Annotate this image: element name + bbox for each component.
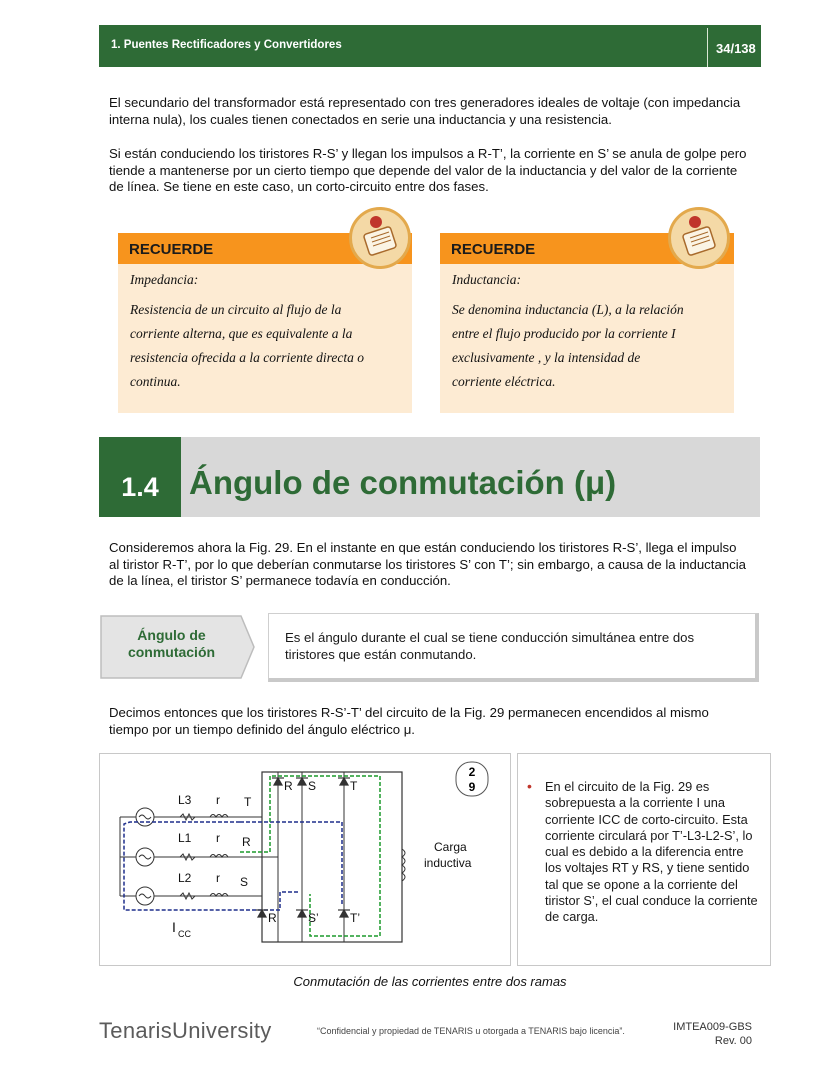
figure-number-top: 2	[468, 765, 476, 779]
definition-term-tab	[99, 614, 253, 678]
label-l3: L3	[178, 793, 192, 807]
recuerde-heading: RECUERDE	[440, 233, 734, 264]
label-thyristor-s-prime: S’	[308, 911, 319, 925]
label-carga: Carga	[434, 840, 467, 854]
footer-document-code	[666, 1020, 752, 1048]
recuerde-line: entre el flujo producido por la corriente I	[452, 326, 676, 341]
label-phase-s: S	[240, 875, 249, 889]
label-l2: L2	[178, 871, 192, 885]
scroll-note-icon	[349, 207, 411, 269]
recuerde-line: Resistencia de un circuito al flujo de la	[130, 302, 342, 317]
paragraph-1: El secundario del transformador está representado con tres generadores ideales de voltaje (con impedancia interna nula), los cuales tienen conectados en serie una inductancia y una resistencia.	[109, 95, 741, 127]
recuerde-term: Impedancia:	[130, 272, 199, 287]
label-thyristor-t-prime: T’	[350, 911, 360, 925]
document-code: IMTEA009-GBS	[673, 1021, 752, 1033]
figure-caption: Conmutación de las corrientes entre dos ramas	[293, 974, 567, 989]
label-phase-r: R	[242, 835, 251, 849]
definition-box	[268, 613, 759, 682]
label-icc-subscript: CC	[178, 929, 191, 939]
label-r-bottom: r	[216, 871, 220, 885]
circuit-figure	[99, 753, 511, 966]
figure-explanation-text: En el circuito de la Fig. 29 es sobrepuesta a la corriente I una corriente ICC de corto-circuito. Esta corriente circulará por T’-L3-L2-S’, lo cual es debido a la diferencia entre los voltajes RT y RS, y tiene sentido tal que se opone a la corriente del tiristor S’, el cual conduce la corriente de carga.	[545, 779, 758, 925]
paragraph-4: Decimos entonces que los tiristores R-S’-T’ del circuito de la Fig. 29 permanecen encendidos al mismo tiempo por un tiempo definido del ángulo eléctrico μ.	[109, 705, 709, 737]
label-thyristor-r-prime: R	[268, 911, 277, 925]
page-number: 34/138	[716, 41, 756, 56]
definition-term-line2: conmutación	[127, 644, 216, 660]
chapter-title: 1. Puentes Rectificadores y Convertidores	[111, 39, 342, 51]
label-inductiva: inductiva	[424, 856, 472, 870]
recuerde-line: corriente eléctrica.	[452, 374, 556, 389]
document-revision: Rev. 00	[714, 1035, 752, 1047]
footer-confidential-note: “Confidencial y propiedad de TENARIS u otorgada a TENARIS bajo licencia”.	[317, 1026, 625, 1036]
figure-number-bottom: 9	[468, 780, 476, 794]
paragraph-3: Consideremos ahora la Fig. 29. En el instante en que están conduciendo los tiristores R-S’, llega el impulso al tiristor R-T’, por lo que deberían conmutarse los tiristores S’ con T’; sin embargo, a causa de la inductancia de la línea, el tiristor S’ permanece todavía en conducción.	[109, 540, 746, 588]
paragraph-2: Si están conduciendo los tiristores R-S’ y llegan los impulsos a R-T’, la corriente en S’ se anula de golpe pero tiende a mantenerse por un cierto tiempo que depende del valor de la inductancia y del valor de la corriente de línea. Se tiene en este caso, un corto-circuito entre dos fases.	[109, 146, 747, 194]
bullet-icon: •	[527, 778, 532, 794]
label-thyristor-t: T	[350, 779, 358, 793]
section-number: 1.4	[99, 437, 181, 517]
scroll-note-icon	[668, 207, 730, 269]
recuerde-line: Se denomina inductancia (L), a la relación	[452, 302, 684, 317]
label-thyristor-s: S	[308, 779, 317, 793]
recuerde-line: exclusivamente , y la intensidad de	[452, 350, 641, 365]
footer-logo: TenarisUniversity	[99, 1018, 272, 1043]
recuerde-line: resistencia ofrecida a la corriente directa o	[130, 350, 364, 365]
label-r-top: r	[216, 793, 220, 807]
recuerde-line: corriente alterna, que es equivalente a la	[130, 326, 353, 341]
figure-explanation-box	[517, 753, 771, 966]
definition-term-line1: Ángulo de	[137, 627, 206, 643]
recuerde-line: continua.	[130, 374, 181, 389]
recuerde-heading: RECUERDE	[118, 233, 412, 264]
section-title: Ángulo de conmutación (μ)	[189, 464, 617, 501]
label-l1: L1	[178, 831, 192, 845]
definition-text: Es el ángulo durante el cual se tiene conducción simultánea entre dos tiristores que están conmutando.	[285, 630, 695, 662]
header-divider	[707, 28, 708, 67]
label-phase-t: T	[244, 795, 252, 809]
label-r-mid: r	[216, 831, 220, 845]
circuit-diagram	[100, 754, 510, 965]
label-icc: I	[172, 919, 176, 935]
label-thyristor-r: R	[284, 779, 293, 793]
recuerde-term: Inductancia:	[452, 272, 521, 287]
